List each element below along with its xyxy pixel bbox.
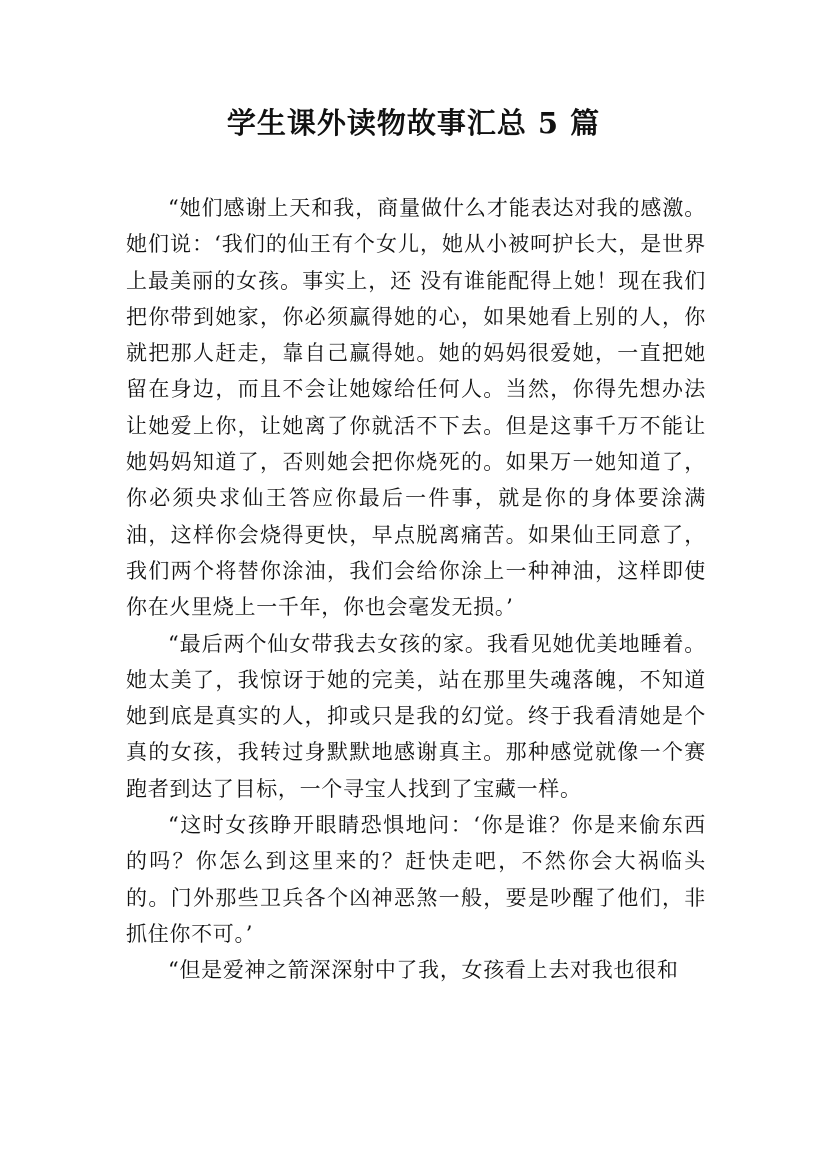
document-body (126, 190, 706, 989)
document-title: 学生课外读物故事汇总 5 篇 (226, 106, 601, 140)
paragraph-1: “她们感谢上天和我，商量做什么才能表达对我的感激。她们说：‘我们的仙王有个女儿，她从小被呵护长大，是世界上最美丽的女孩。事实上，还 没有谁能配得上她！现在我们把你带到她家，你必须赢得她的心，如果她看上别的人，你就把那人赶走，靠自己赢得她。她的妈妈很爱她，一直把她留在身边，而且不会让她嫁给任何人。当然，你得先想办法让她爱上你，让她离了你就活不下去。但是这事千万不能让她妈妈知道了，否则她会把你烧死的。如果万一她知道了，你必须央求仙王答应你最后一件事，就是你的身体要涂满油，这样你会烧得更快，早点脱离痛苦。如果仙王同意了，我们两个将替你涂油，我们会给你涂上一种神油，这样即使你在火里烧上一千年，你也会毫发无损。’ (126, 196, 706, 620)
paragraph-4: “但是爱神之箭深深射中了我，女孩看上去对我也很和 (168, 958, 679, 983)
paragraph-2: “最后两个仙女带我去女孩的家。我看见她优美地睡着。她太美了，我惊讶于她的完美，站在那里失魂落魄，不知道她到底是真实的人，抑或只是我的幻觉。终于我看清她是个真的女孩，我转过身默默地感谢真主。那种感觉就像一个赛跑者到达了目标，一个寻宝人找到了宝藏一样。 (126, 631, 706, 801)
paragraph-3: “这时女孩睁开眼睛恐惧地问：‘你是谁？你是来偷东西的吗？你怎么到这里来的？赶快走吧，不然你会大祸临头的。门外那些卫兵各个凶神恶煞一般，要是吵醒了他们，非抓住你不可。’ (126, 813, 706, 946)
